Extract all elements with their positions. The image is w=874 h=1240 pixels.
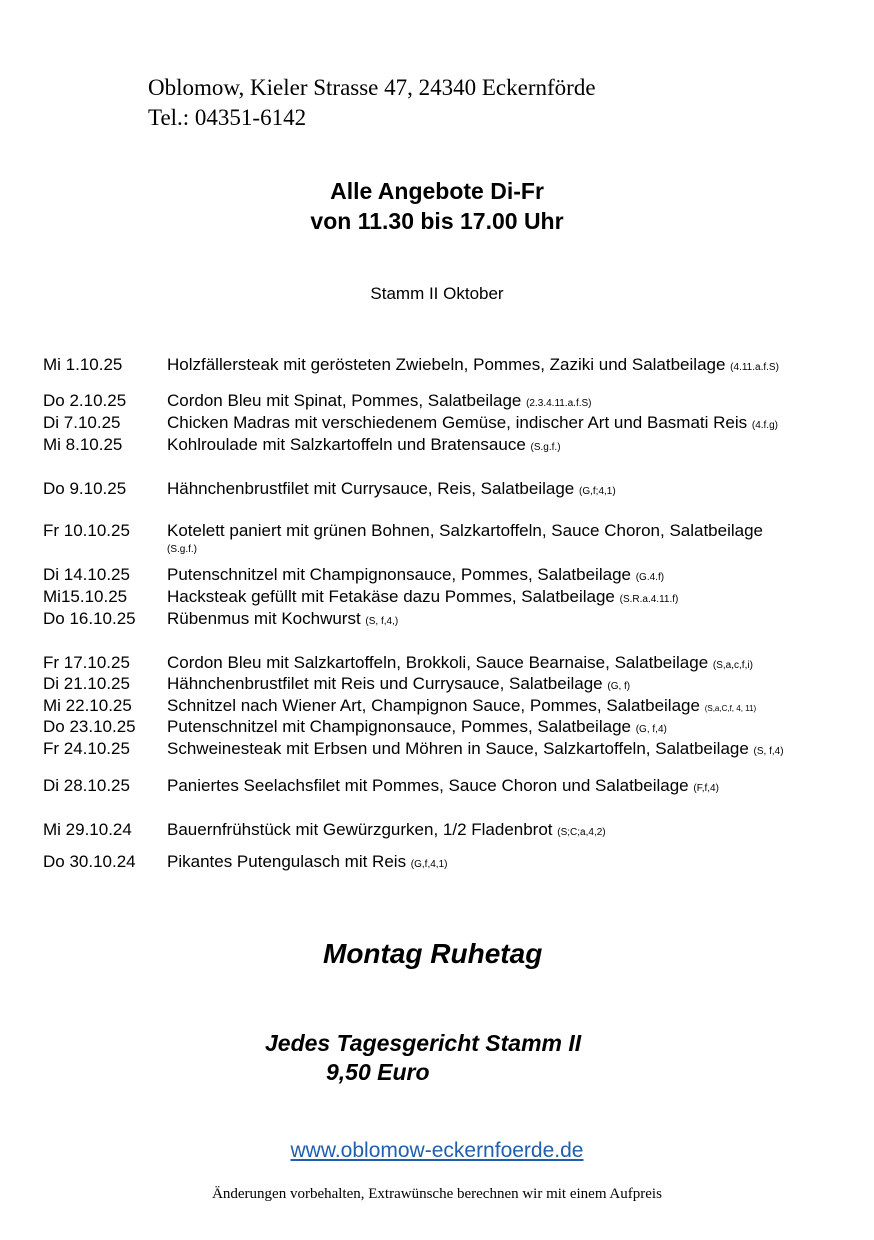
menu-dish: Schweinesteak mit Erbsen und Möhren in Sauce, Salzkartoffeln, Salatbeilage: [167, 739, 749, 758]
menu-dish-line: [167, 609, 398, 632]
menu-allergens: (F,f,4): [693, 783, 719, 794]
menu-date: Do 2.10.25: [43, 391, 127, 410]
menu-allergens: (G,f;4,1): [579, 486, 616, 497]
menu-allergens: (S.R.a.4.11.f): [619, 594, 679, 605]
menu-allergens: (S, f,4,): [365, 616, 399, 627]
menu-dish-line: [167, 717, 667, 740]
menu-allergens: (S.g.f.): [167, 544, 198, 555]
address-line: Oblomow, Kieler Strasse 47, 24340 Eckernförde: [148, 75, 596, 100]
menu-date: Do 23.10.25: [43, 717, 136, 736]
menu-dish: Chicken Madras mit verschiedenem Gemüse, indischer Art und Basmati Reis: [167, 413, 748, 432]
closed-day-notice: Montag Ruhetag: [323, 938, 543, 969]
menu-dish-line: [167, 653, 753, 676]
menu-date: Mi 8.10.25: [43, 435, 123, 454]
menu-dish-line: [167, 820, 606, 843]
menu-allergens: (G,f,4,1): [410, 859, 448, 870]
menu-date: Do 30.10.24: [43, 852, 136, 871]
menu-dish: Pikantes Putengulasch mit Reis: [167, 852, 407, 871]
menu-dish-line: [167, 479, 616, 502]
menu-allergens: (S;C;a,4,2): [557, 827, 606, 838]
price-line-2: 9,50 Euro: [326, 1059, 430, 1085]
menu-dish-line: [167, 391, 592, 414]
menu-allergens: (4.f.g): [751, 420, 778, 431]
menu-allergens: (G.4.f): [635, 572, 665, 583]
menu-allergens: (S,a,c,f,i): [712, 660, 753, 671]
price-line-1: Jedes Tagesgericht Stamm II: [265, 1030, 582, 1056]
menu-date: Do 16.10.25: [43, 609, 136, 628]
menu-allergens: (S,a,C,f, 4, 11): [704, 704, 757, 713]
offer-line-2: von 11.30 bis 17.00 Uhr: [310, 208, 564, 234]
menu-dish: Putenschnitzel mit Champignonsauce, Pommes, Salatbeilage: [167, 565, 631, 584]
menu-dish: Hähnchenbrustfilet mit Currysauce, Reis, Salatbeilage: [167, 479, 575, 498]
menu-dish-line: [167, 355, 779, 378]
menu-dish: Schnitzel nach Wiener Art, Champignon Sauce, Pommes, Salatbeilage: [167, 696, 700, 715]
menu-dish: Holzfällersteak mit gerösteten Zwiebeln, Pommes, Zaziki und Salatbeilage: [167, 355, 726, 374]
menu-dish-line: [167, 413, 778, 436]
menu-dish-line: [167, 776, 719, 799]
menu-date: Di 21.10.25: [43, 674, 130, 693]
menu-dish-line: [167, 565, 664, 588]
menu-date: Mi15.10.25: [43, 587, 128, 606]
menu-dish: Cordon Bleu mit Salzkartoffeln, Brokkoli, Sauce Bearnaise, Salatbeilage: [167, 653, 709, 672]
offer-line-1: Alle Angebote Di-Fr: [330, 178, 544, 204]
menu-dish-line: [167, 435, 561, 458]
menu-dish: Kohlroulade mit Salzkartoffeln und Bratensauce: [167, 435, 526, 454]
phone-line: Tel.: 04351-6142: [148, 105, 307, 130]
menu-dish: Putenschnitzel mit Champignonsauce, Pommes, Salatbeilage: [167, 717, 631, 736]
menu-dish-line: [167, 696, 756, 719]
menu-date: Mi 22.10.25: [43, 696, 132, 715]
menu-date: Mi 1.10.25: [43, 355, 123, 374]
menu-allergens: (2.3.4.11.a.f.S): [526, 398, 592, 409]
menu-date: Mi 29.10.24: [43, 820, 132, 839]
menu-dish-line: [167, 674, 630, 697]
menu-date: Di 7.10.25: [43, 413, 121, 432]
menu-allergens: (S, f,4): [753, 746, 784, 757]
menu-dish: Hähnchenbrustfilet mit Reis und Currysauce, Salatbeilage: [167, 674, 603, 693]
menu-dish: Paniertes Seelachsfilet mit Pommes, Sauce Choron und Salatbeilage: [167, 776, 689, 795]
menu-date: Di 14.10.25: [43, 565, 130, 584]
menu-date: Fr 17.10.25: [43, 653, 130, 672]
menu-date: Do 9.10.25: [43, 479, 127, 498]
menu-date: Fr 10.10.25: [43, 521, 130, 540]
menu-allergens: (S.g.f.): [530, 442, 561, 453]
menu-dish-line: [167, 739, 784, 762]
menu-dish-line: [167, 587, 678, 610]
menu-dish: Hacksteak gefüllt mit Fetakäse dazu Pommes, Salatbeilage: [167, 587, 615, 606]
menu-date: Fr 24.10.25: [43, 739, 130, 758]
menu-dish: Cordon Bleu mit Spinat, Pommes, Salatbeilage: [167, 391, 522, 410]
menu-dish-line: [167, 852, 447, 875]
menu-dish: Kotelett paniert mit grünen Bohnen, Salzkartoffeln, Sauce Choron, Salatbeilage: [167, 521, 764, 540]
menu-dish: Bauernfrühstück mit Gewürzgurken, 1/2 Fladenbrot: [167, 820, 553, 839]
footer-note: Änderungen vorbehalten, Extrawünsche berechnen wir mit einem Aufpreis: [212, 1186, 662, 1202]
website-link[interactable]: www.oblomow-eckernfoerde.de: [290, 1139, 584, 1162]
menu-allergens: (G, f,4): [635, 724, 667, 735]
menu-title: Stamm II Oktober: [370, 284, 504, 303]
menu-allergens: (G, f): [607, 681, 631, 692]
menu-date: Di 28.10.25: [43, 776, 130, 795]
menu-allergens: (4.11.a.f.S): [730, 362, 779, 373]
menu-dish: Rübenmus mit Kochwurst: [167, 609, 361, 628]
